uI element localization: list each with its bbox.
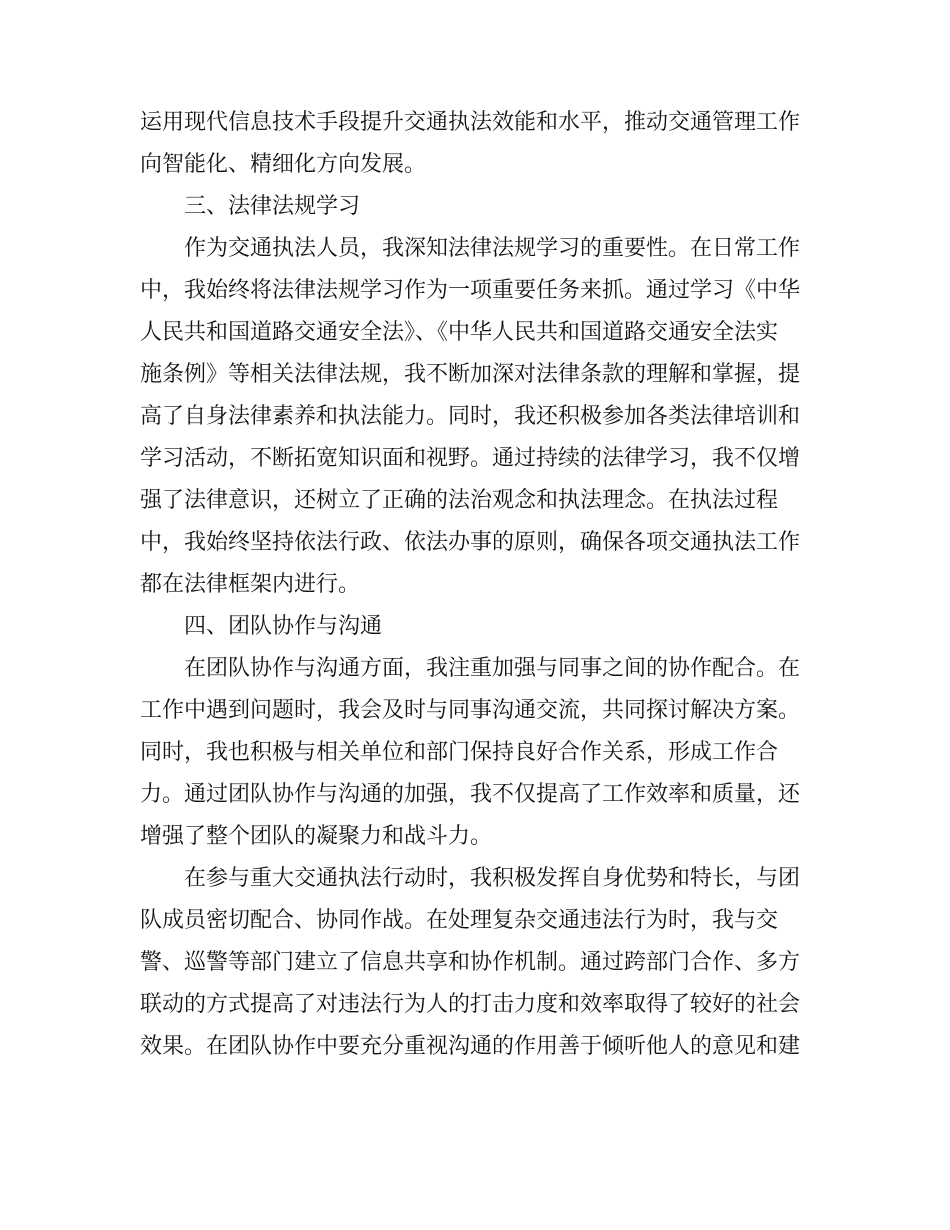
text-line: 力。通过团队协作与沟通的加强，我不仅提高了工作效率和质量，还 [140,782,801,807]
text-line: 警、巡警等部门建立了信息共享和协作机制。通过跨部门合作、多方 [140,950,801,975]
text-line: 效果。在团队协作中要充分重视沟通的作用善于倾听他人的意见和建 [140,1034,801,1059]
text-line: 同时，我也积极与相关单位和部门保持良好合作关系，形成工作合 [140,740,779,765]
text-line: 学习活动，不断拓宽知识面和视野。通过持续的法律学习，我不仅增 [140,446,801,471]
text-line: 工作中遇到问题时，我会及时与同事沟通交流，共同探讨解决方案。 [140,698,801,723]
document-body [140,102,800,1068]
text-line: 施条例》等相关法律法规，我不断加深对法律条款的理解和掌握，提 [140,362,801,387]
text-line: 在团队协作与沟通方面，我注重加强与同事之间的协作配合。在 [184,656,801,681]
text-line: 队成员密切配合、协同作战。在处理复杂交通违法行为时，我与交 [140,908,779,933]
text-line: 中，我始终坚持依法行政、依法办事的原则，确保各项交通执法工作 [140,530,801,555]
section-heading: 三、法律法规学习 [184,194,361,219]
text-line: 增强了整个团队的凝聚力和战斗力。 [140,824,493,849]
section-heading: 四、团队协作与沟通 [184,614,383,639]
text-line: 高了自身法律素养和执法能力。同时，我还积极参加各类法律培训和 [140,404,801,429]
text-line: 作为交通执法人员，我深知法律法规学习的重要性。在日常工作 [184,236,801,261]
text-line: 联动的方式提高了对违法行为人的打击力度和效率取得了较好的社会 [140,992,801,1017]
text-line: 在参与重大交通执法行动时，我积极发挥自身优势和特长，与团 [184,866,801,891]
text-line: 中，我始终将法律法规学习作为一项重要任务来抓。通过学习《中华 [140,278,801,303]
text-line: 强了法律意识，还树立了正确的法治观念和执法理念。在执法过程 [140,488,779,513]
text-line: 向智能化、精细化方向发展。 [140,152,427,177]
text-line: 运用现代信息技术手段提升交通执法效能和水平，推动交通管理工作 [140,110,801,135]
text-line: 人民共和国道路交通安全法》、《中华人民共和国道路交通安全法实 [140,320,779,345]
text-line: 都在法律框架内进行。 [140,572,361,597]
